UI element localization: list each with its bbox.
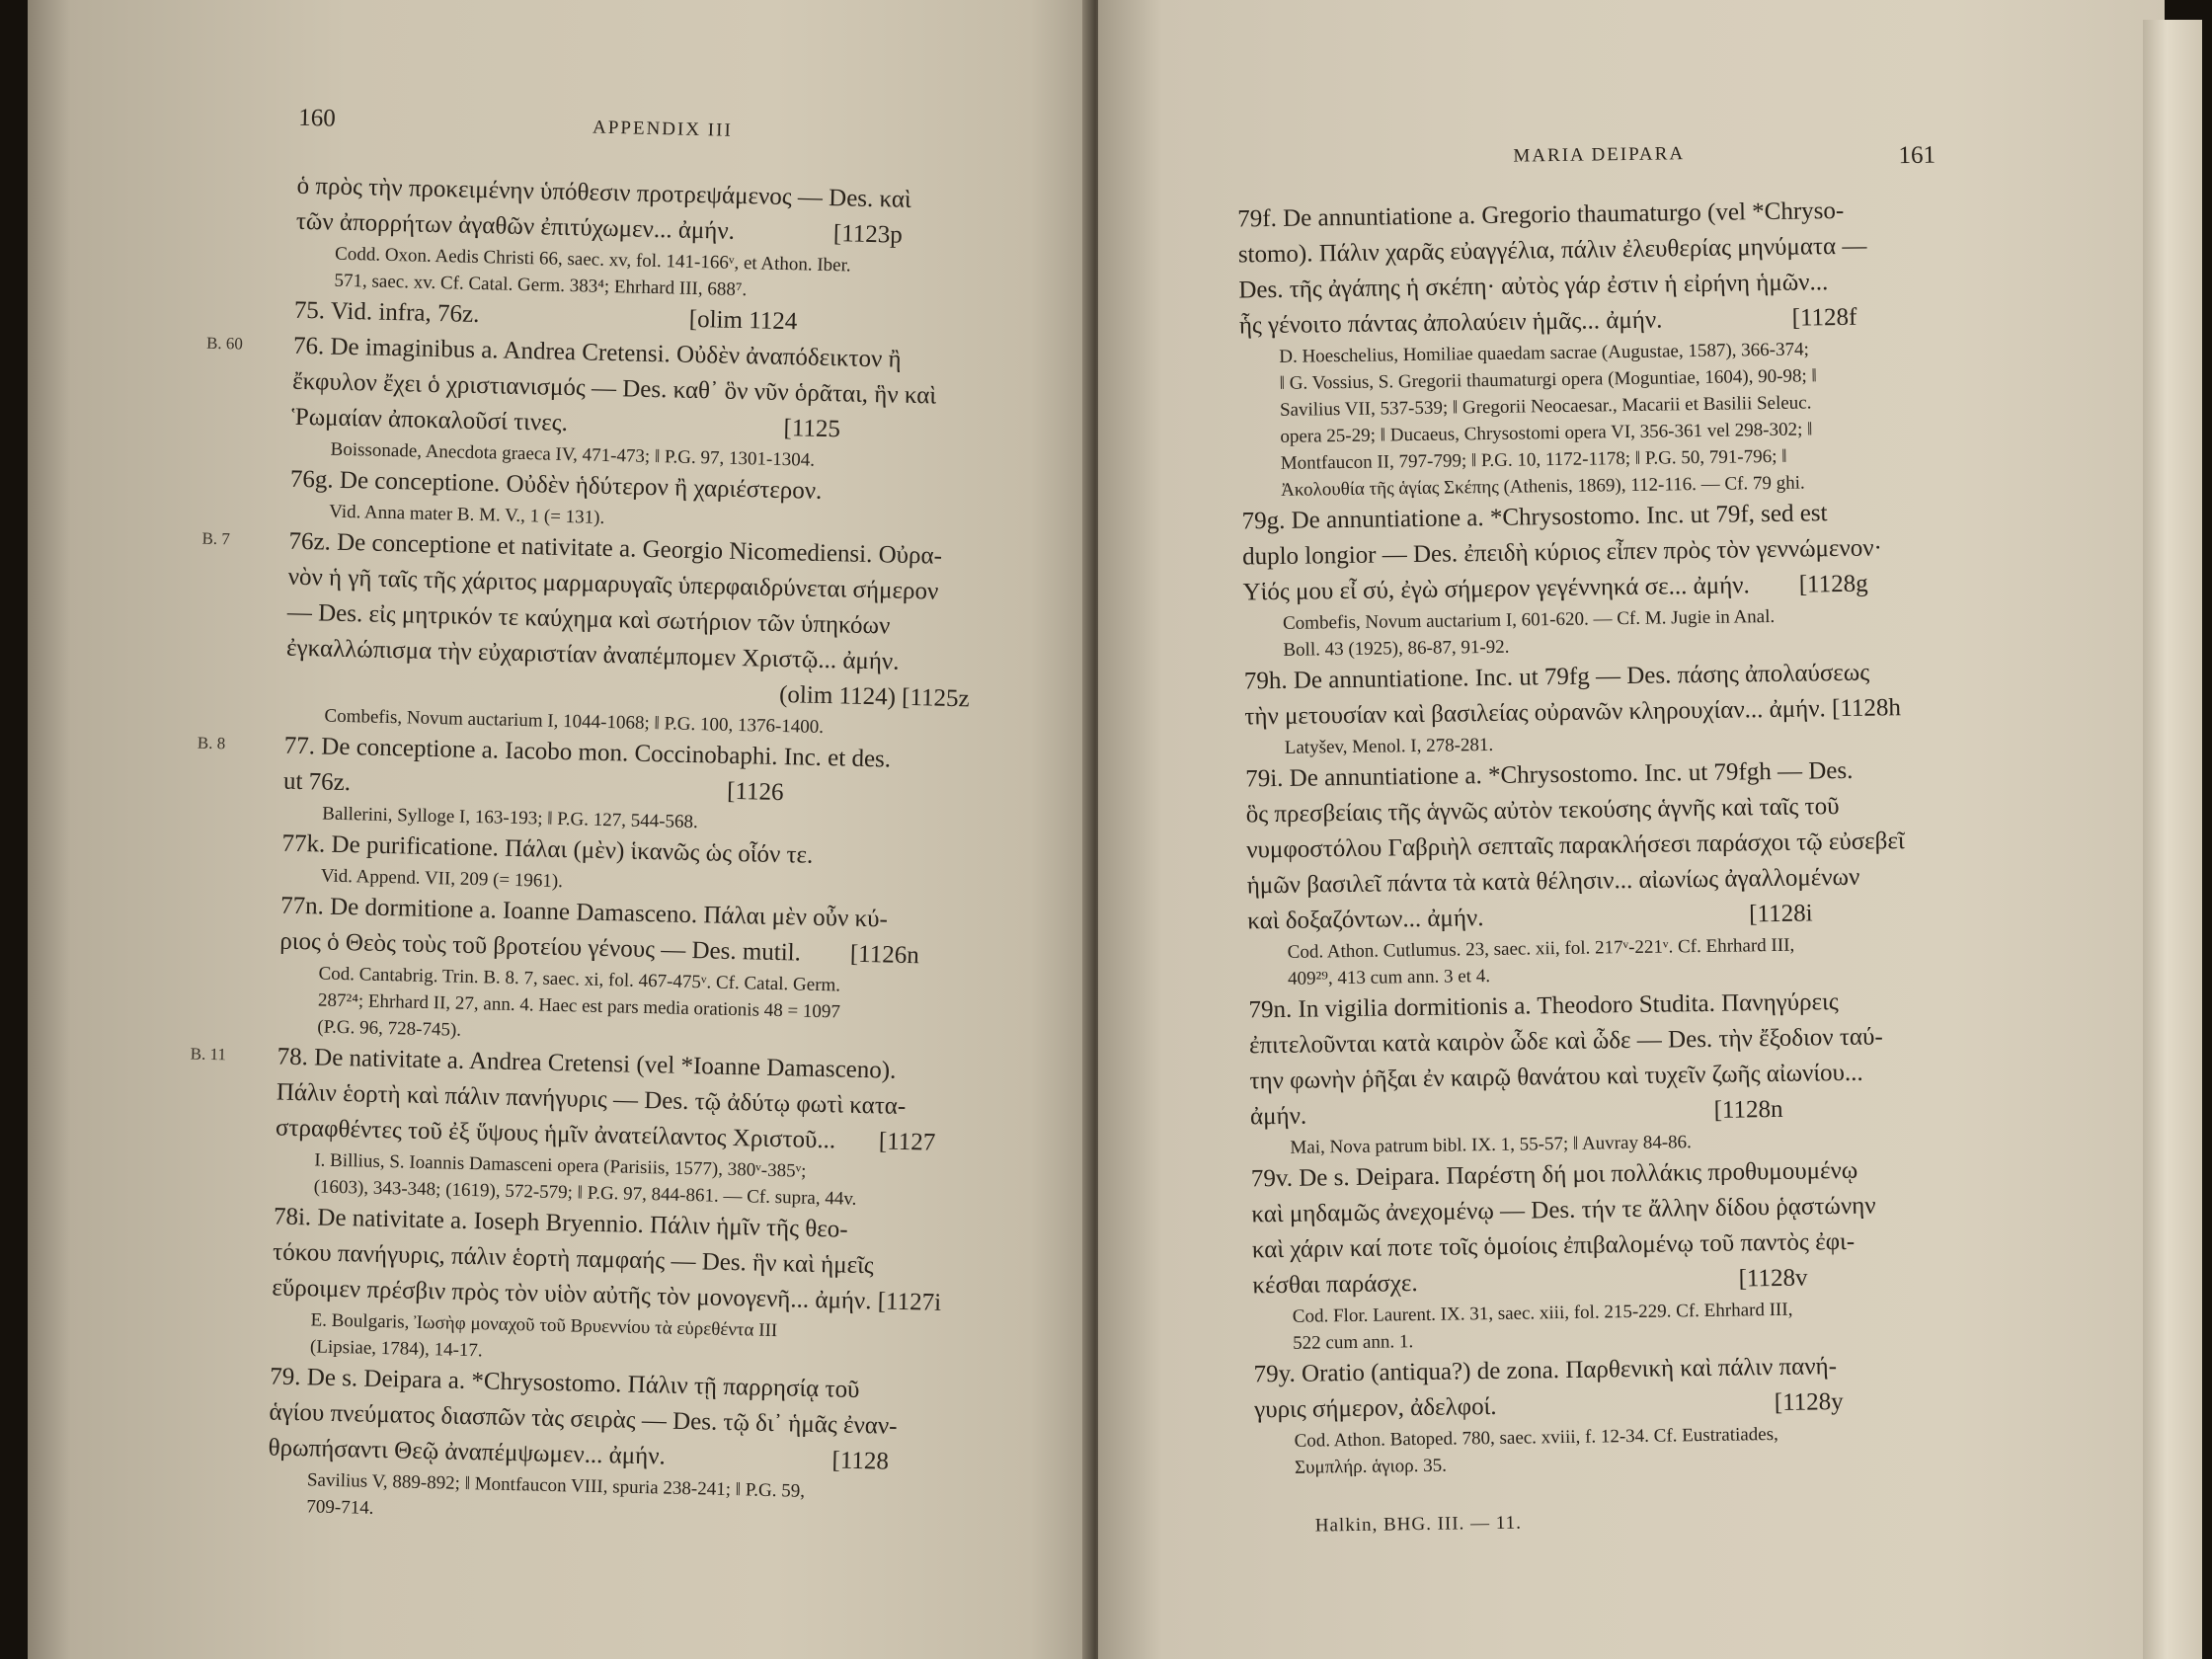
right-text-line: ἡμῶν βασιλεῖ πάντα τὰ κατὰ θέλησιν... αἰωνίως ἀγαλλομένων	[1246, 863, 1860, 900]
left-text-line: τόκου πανήγυρις, πάλιν ἑορτὴ παμφαής — Des. ἣν καὶ ἡμεῖς	[272, 1238, 875, 1280]
left-text-line: (olim 1124) [1125z	[778, 680, 970, 713]
right-page-column	[1098, 0, 2165, 1659]
left-text-line: 571, saec. xv. Cf. Catal. Germ. 383⁴; Ehrhard III, 688⁷.	[334, 270, 748, 301]
right-text-line: 409²⁹, 413 cum ann. 3 et 4.	[1287, 966, 1491, 989]
left-margin-note: B. 11	[190, 1044, 227, 1065]
right-text-line: 79f. De annuntiatione a. Gregorio thaumaturgo (vel *Chryso-	[1237, 197, 1845, 233]
right-text-line: Cod. Flor. Laurent. IX. 31, saec. xiii, fol. 215-229. Cf. Ehrhard III,	[1292, 1299, 1793, 1327]
left-text-line: Vid. Append. VII, 209 (= 1961).	[320, 865, 564, 893]
left-text-line: 76z. De conceptione et nativitate a. Georgio Nicomediensi. Οὐρα-	[288, 527, 943, 570]
right-text-line: D. Hoeschelius, Homiliae quaedam sacrae (Augustae, 1587), 366-374;	[1279, 339, 1809, 367]
right-text-line: ‖ G. Vossius, S. Gregorii thaumaturgi opera (Moguntiae, 1604), 90-98; ‖	[1279, 365, 1817, 394]
left-text-line: 287²⁴; Ehrhard II, 27, ann. 4. Haec est pars media orationis 48 = 1097	[317, 989, 841, 1023]
left-text-line: νὸν ἡ γῆ ταῖς τῆς χάριτος μαρμαρυγαῖς ὑπερφαιδρύνεται σήμερον	[287, 563, 939, 605]
left-text-line: Combefis, Novum auctarium I, 1044-1068; ‖ P.G. 100, 1376-1400.	[324, 705, 825, 739]
right-page	[1098, 0, 2165, 1659]
left-text-line: ὁ πρὸς τὴν προκειμένην ὑπόθεσιν προτρεψάμενος — Des. καὶ	[296, 172, 912, 213]
left-text-line: ἔκφυλον ἔχει ὁ χριστιανισμός — Des. καθ᾽ ὃν νῦν ὁρᾶται, ἣν καὶ	[291, 367, 937, 410]
left-margin-note: B. 60	[205, 333, 244, 354]
right-page-number: 161	[1898, 141, 1936, 170]
right-text-line: 79n. In vigilia dormitionis a. Theodoro Studita. Πανηγύρεις	[1248, 988, 1839, 1024]
left-text-line: ριος ὁ Θεὸς τοὺς τοῦ βροτείου γένους — Des. mutil. [1126n	[279, 927, 920, 970]
left-text-line: E. Boulgaris, Ἰωσὴφ μοναχοῦ τοῦ Βρυεννίου τὰ εὑρεθέντα III	[310, 1309, 778, 1342]
left-page	[28, 0, 1094, 1659]
right-text-line: duplo longior — Des. ἐπειδὴ κύριος εἶπεν πρὸς τὸν γεννώμενον·	[1241, 534, 1883, 571]
right-text-line: 79v. De s. Deipara. Παρέστη δή μοι πολλάκις προθυμουμένῳ	[1250, 1156, 1858, 1193]
right-text-line: την φωνὴν ῥῆξαι ἐν καιρῷ θανάτου καὶ τυχεῖν ζωῆς αἰωνίου...	[1249, 1059, 1863, 1095]
right-text-line: Υἱός μου εἶ σύ, ἐγὼ σήμερον γεγέννηκά σε... ἀμήν. [1128g	[1242, 570, 1868, 606]
right-text-line: Συμπλήρ. ἁγιορ. 35.	[1294, 1455, 1448, 1478]
right-text-line: ἐπιτελοῦνται κατὰ καιρὸν ὧδε καὶ ὧδε — Des. τὴν ἔξοδιον ταύ-	[1248, 1023, 1883, 1060]
left-running-head: APPENDIX III	[592, 117, 734, 141]
right-text-line: 522 cum ann. 1.	[1293, 1331, 1414, 1354]
left-text-line: 79. De s. Deipara a. *Chrysostomo. Πάλιν τῇ παρρησίᾳ τοῦ	[270, 1363, 860, 1404]
right-text-line: stomo). Πάλιν χαρᾶς εὐαγγέλια, πάλιν ἐλευθερίας μηνύματα —	[1237, 232, 1867, 269]
right-text-line: Savilius VII, 537-539; ‖ Gregorii Neocaesar., Macarii et Basilii Seleuc.	[1279, 392, 1812, 421]
right-text-line: γυρις σήμερον, ἀδελφοί. [1128y	[1253, 1388, 1844, 1424]
left-text-line: (1603), 343-348; (1619), 572-579; ‖ P.G. 97, 844-861. — Cf. supra, 44v.	[313, 1176, 857, 1210]
left-text-line: 709-714.	[306, 1496, 374, 1519]
left-text-line: στραφθέντες τοῦ ἐξ ὕψους ἡμῖν ἀνατείλαντος Χριστοῦ... [1127	[275, 1114, 936, 1156]
left-text-line: Ῥωμαίαν ἀποκαλοῦσί τινες. [1125	[291, 403, 841, 443]
right-text-line: ἀμήν. [1128n	[1249, 1095, 1783, 1131]
left-text-line: 77n. De dormitione a. Ioanne Damasceno. Πάλαι μὲν οὖν κύ-	[279, 892, 889, 933]
left-text-line: θρωπήσαντι Θεῷ ἀναπέμψωμεν... ἀμήν. [1128	[268, 1434, 890, 1475]
left-text-line: 77k. De purificatione. Πάλαι (μὲν) ἱκανῶς ὡς οἷόν τε.	[281, 830, 814, 869]
left-text-line: 77. De conceptione a. Iacobo mon. Coccinobaphi. Inc. et des.	[283, 732, 892, 773]
left-text-line: εὕροιμεν πρέσβιν πρὸς τὸν υἱὸν αὐτῆς τὸν μονογενῆ... ἀμήν. [1127i	[272, 1274, 942, 1316]
right-text-line: κέσθαι παράσχε. [1128v	[1252, 1264, 1808, 1300]
left-page-column	[28, 0, 1094, 1659]
left-page-number: 160	[297, 104, 337, 132]
right-text-line: 79i. De annuntiatione a. *Chrysostomo. Inc. ut 79fgh — Des.	[1245, 756, 1854, 793]
left-text-line: τῶν ἀπορρήτων ἀγαθῶν ἐπιτύχωμεν... ἀμήν. [1123p	[295, 207, 904, 249]
right-text-line: 79g. De annuntiatione a. *Chrysostomo. Inc. ut 79f, sed est	[1241, 500, 1828, 535]
left-text-line: (P.G. 96, 728-745).	[317, 1016, 462, 1041]
right-text-line: ἧς γένοιτο πάντας ἀπολαύειν ἡμᾶς... ἀμήν. [1128f	[1238, 303, 1857, 340]
right-text-line: 79h. De annuntiatione. Inc. ut 79fg — Des. πάσης ἀπολαύσεως	[1243, 659, 1870, 695]
left-text-line: 78. De nativitate a. Andrea Cretensi (vel *Ioanne Damasceno).	[276, 1043, 897, 1084]
right-text-line: καὶ χάριν καί ποτε τοῖς ὁμοίοις ἐπιβαλομένῳ τοῦ παντὸς ἐφι-	[1251, 1227, 1856, 1264]
right-text-line: Boll. 43 (1925), 86-87, 91-92.	[1283, 636, 1510, 661]
left-text-line: 76g. De conceptione. Οὐδὲν ἡδύτερον ἢ χαριέστερον.	[289, 465, 823, 505]
left-margin-note: B. 8	[197, 733, 226, 753]
page-edge	[2143, 20, 2202, 1659]
left-text-line: Πάλιν ἑορτὴ καὶ πάλιν πανήγυρις — Des. τῷ ἀδύτῳ φωτὶ κατα-	[276, 1078, 907, 1120]
left-margin-note: B. 7	[201, 528, 231, 549]
left-text-line: Vid. Anna mater B. M. V., 1 (= 131).	[329, 501, 605, 528]
page-footer: Halkin, BHG. III. — 11.	[1314, 1512, 1523, 1537]
right-text-line: Cod. Athon. Batoped. 780, saec. xviii, f. 12-34. Cf. Eustratiades,	[1294, 1423, 1778, 1452]
left-text-line: Cod. Cantabrig. Trin. B. 8. 7, saec. xi, fol. 467-475ᵛ. Cf. Catal. Germ.	[318, 963, 841, 996]
left-text-line: ἐγκαλλώπισμα τὴν εὐχαριστίαν ἀναπέμπομεν Χριστῷ... ἀμήν.	[285, 634, 900, 675]
left-text-line: ut 76z. [1126	[282, 767, 784, 807]
left-text-line: 76. De imaginibus a. Andrea Cretensi. Οὐδὲν ἀναπόδεικτον ἢ	[292, 332, 902, 373]
left-text-line: 75. Vid. infra, 76z. [olim 1124	[293, 296, 798, 336]
right-text-line: τὴν μετουσίαν καὶ βασιλείας οὐρανῶν κληρουχίαν... ἀμήν. [1128h	[1244, 694, 1902, 731]
right-text-line: Ἀκολουθία τῆς ἁγίας Σκέπης (Athenis, 1869), 112-116. — Cf. 79 ghi.	[1281, 472, 1805, 501]
right-running-head: MARIA DEIPARA	[1513, 143, 1686, 167]
left-text-line: Savilius V, 889-892; ‖ Montfaucon VIII, spuria 238-241; ‖ P.G. 59,	[306, 1469, 806, 1502]
left-text-line: Boissonade, Anecdota graeca IV, 471-473; ‖ P.G. 97, 1301-1304.	[330, 438, 816, 471]
left-text-line: 78i. De nativitate a. Ioseph Bryennio. Πάλιν ἡμῖν τῆς θεο-	[273, 1203, 848, 1243]
left-text-line: Ballerini, Sylloge I, 163-193; ‖ P.G. 127, 544-568.	[322, 803, 699, 833]
right-text-line: Latyšev, Menol. I, 278-281.	[1284, 734, 1494, 758]
right-text-line: Mai, Nova patrum bibl. IX. 1, 55-57; ‖ Auvray 84-86.	[1290, 1132, 1692, 1158]
right-text-line: καὶ μηδαμῶς ἀνεχομένῳ — Des. τήν τε ἄλλην δίδου ῥᾳστώνην	[1251, 1192, 1876, 1228]
left-text-line: (Lipsiae, 1784), 14-17.	[309, 1336, 483, 1362]
right-text-line: 79y. Oratio (antiqua?) de zona. Παρθενικὴ καὶ πάλιν πανή-	[1253, 1353, 1838, 1388]
right-text-line: νυμφοστόλου Γαβριὴλ σεπταῖς παρακλήσεσι παράσχοι τῷ εὐσεβεῖ	[1246, 828, 1905, 864]
left-text-line: I. Billius, S. Ioannis Damasceni opera (Parisiis, 1577), 380ᵛ-385ᵛ;	[314, 1149, 807, 1182]
right-text-line: opera 25-29; ‖ Ducaeus, Chrysostomi opera VI, 356-361 vel 298-302; ‖	[1280, 419, 1813, 447]
left-text-line: — Des. εἰς μητρικόν τε καύχημα καὶ σωτήριον τῶν ὑπηκόων	[286, 598, 891, 640]
right-text-line: Montfaucon II, 797-799; ‖ P.G. 10, 1172-1178; ‖ P.G. 50, 791-796; ‖	[1280, 445, 1787, 474]
right-text-line: ὃς πρεσβείαις τῆς ἁγνῶς αὐτὸν τεκούσης ἁγνῆς καὶ ταῖς τοῦ	[1245, 793, 1840, 829]
left-text-line: Codd. Oxon. Aedis Christi 66, saec. xv, fol. 141-166ᵛ, et Athon. Iber.	[334, 243, 851, 276]
left-text-line: ἁγίου πνεύματος διασπῶν τὰς σειρὰς — Des. τῷ δι᾽ ἡμᾶς ἐναν-	[269, 1398, 898, 1440]
right-text-line: Combefis, Novum auctarium I, 601-620. — Cf. M. Jugie in Anal.	[1282, 605, 1776, 634]
right-text-line: καὶ δοξαζόντων... ἀμήν. [1128i	[1247, 900, 1813, 935]
right-text-line: Des. τῆς ἀγάπης ἡ σκέπη· αὐτὸς γάρ ἐστιν ἡ εἰρήνη ἡμῶν...	[1238, 269, 1829, 304]
right-text-line: Cod. Athon. Cutlumus. 23, saec. xii, fol. 217ᵛ-221ᵛ. Cf. Ehrhard III,	[1287, 934, 1795, 963]
